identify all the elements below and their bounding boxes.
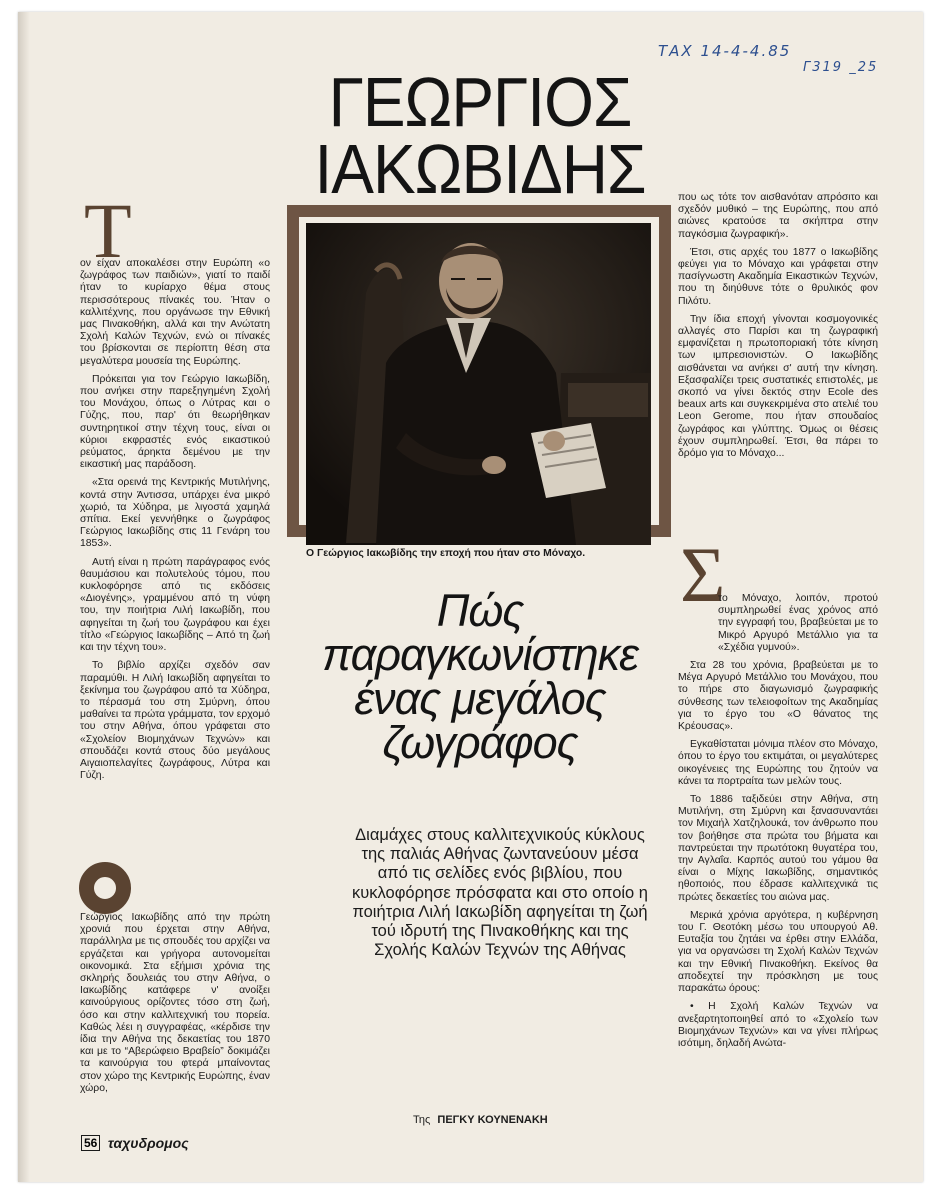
handwritten-archive-note: ΤΑΧ 14-4-4.85: [658, 42, 792, 60]
page-edge-shadow: [18, 12, 30, 1182]
page-number: 56: [81, 1135, 100, 1151]
subheadline-line: Πώς: [436, 585, 524, 636]
dropcap-omicron: [79, 862, 131, 914]
paragraph: Την ίδια εποχή γίνονται κοσμογονικές αλλαγές στο Παρίσι και τη ζωγραφική εμφανίζεται η πρωτοποριακή τότε κίνηση των ιμπρεσιονιστών. Ο Ιακωβίδης αισθάνεται να ανήκει σ' αυτή την κίνηση. Εξασφαλίζει τρεις συστατικές επιστολές, με σκοπό να γίνει δεκτός στην Ecole des beaux arts και συγκεκριμένα στο ατελιέ του Leon Gerome, που ήταν σπουδαίος ζωγράφος και γλύπτης. Όμως οι θέσεις έχουν συμπληρωθεί. Έτσι, θα πάρει το δρόμο για το Μόναχο...: [678, 313, 878, 460]
article-column-left-lower: [80, 912, 270, 1101]
article-column-left: [80, 258, 270, 788]
dropcap-sigma: Σ: [680, 531, 726, 618]
article-column-right-lower: [678, 593, 878, 1056]
article-deck: Διαμάχες στους καλλιτεχνικούς κύκλους της παλιάς Αθήνας ζωντανεύουν μέσα από τις σελίδες ενός βιβλίου, που κυκλοφόρησε πρόσφατα και στο οποίο η ποιήτρια Λιλή Ιακωβίδη αφηγείται τη ζωή τού ιδρυτή της Πινακοθήκης και της Σχολής Καλών Τεχνών της Αθήνας: [352, 826, 648, 960]
paragraph: Πρόκειται για τον Γεώργιο Ιακωβίδη, που ανήκει στην παρεξηγημένη Σχολή του Μονάχου, όπως ο Λύτρας και ο Γύζης, που, παρ' ότι θεωρήθηκαν συντηρητικοί στην τέχνη τους, είναι οι κύριοι εκφραστές ενός εικαστικού ρεύματος, άρηκτα δεμένου με την εικαστική μας παράδοση.: [80, 373, 270, 471]
paragraph: ον είχαν αποκαλέσει στην Ευρώπη «ο ζωγράφος των παιδιών», γιατί το παιδί ήταν το κυρίαρχο θέμα στους περισσότερους πίνακές του. Ήταν ο καλλιτέχνης, που οργάνωσε την Εθνική μας Πινακοθήκη, αλλά και την Ανώτατη Σχολή Καλών Τεχνών, ενώ οι πίνακές του βρίσκονται σε περίοπτη θέση στα μεγαλύτερα μουσεία της Ευρώπης.: [80, 258, 270, 367]
photo-caption: Ο Γεώργιος Ιακωβίδης την εποχή που ήταν στο Μόναχο.: [306, 548, 586, 559]
dropcap-tau: Τ: [84, 187, 132, 274]
subheadline-line: ένας μεγάλος: [354, 673, 606, 724]
headline-surname: ΙΑΚΩΒΙΔΗΣ: [314, 130, 646, 208]
byline-prefix: Της: [413, 1114, 431, 1126]
subheadline-line: παραγκωνίστηκε: [322, 629, 638, 680]
paragraph: Μερικά χρόνια αργότερα, η κυβέρνηση του Γ. Θεοτόκη μέσω του υπουργού Αθ. Ευταξία του ζητάει να έρθει στην Ελλάδα, για να οργανώσει τη Σχολή Καλών Τεχνών και την Εθνική Πινακοθήκη. Εκείνος θα αποδεχτεί την πρόσκληση με τους παρακάτω όρους:: [678, 909, 878, 995]
article-column-right: [678, 192, 878, 466]
paragraph: Αυτή είναι η πρώτη παράγραφος ενός θαυμάσιου και πολυτελούς τόμου, που κυκλοφόρησε από τις εκδόσεις «Διογένης», γραμμένου από τη νύφη του, την ποιήτρια Λιλή Ιακωβίδη, που αφηγείται τη ζωή του ζωγράφου και έχει τίτλο «Γεώργιος Ιακωβίδης – Από τη ζωή και την τέχνη του».: [80, 556, 270, 654]
handwritten-archive-code: Γ319 _25: [803, 60, 879, 75]
portrait-illustration: [306, 223, 651, 545]
headline-first-name: ΓΕΩΡΓΙΟΣ: [328, 63, 632, 141]
portrait-photo: [306, 223, 651, 545]
paragraph: • Η Σχολή Καλών Τεχνών να ανεξαρτητοποιηθεί από το «Σχολείο των Βιομηχάνων Τεχνών» και να γίνει πλήρως ισότιμη, δηλαδή Ανώτα-: [678, 1001, 878, 1049]
paragraph: Εγκαθίσταται μόνιμα πλέον στο Μόναχο, όπου το έργο του εκτιμάται, οι μεγαλύτερες οικογένειες της Ευρώπης του ζητούν να κάνει τα πορτραίτα των μελών τους.: [678, 739, 878, 787]
magazine-name: ταχυδρομος: [107, 1134, 189, 1151]
paragraph: Έτσι, στις αρχές του 1877 ο Ιακωβίδης φεύγει για το Μόναχο και γράφεται στην πασίγνωστη Ακαδημία Εικαστικών Τεχνών, που τη διηύθυνε τότε ο θρυλικός φον Πιλότυ.: [678, 246, 878, 307]
paragraph: Στα 28 του χρόνια, βραβεύεται με το Μέγα Αργυρό Μετάλλιο του Μονάχου, που το πήρε στο διαγωνισμό ζωγραφικής σύνθεσης των τελειοφοίτων της Ακαδημίας για το έργο του «Ο θάνατος της Κρέουσας».: [678, 660, 878, 733]
paragraph: Γεώργιος Ιακωβίδης από την πρώτη χρονιά που έρχεται στην Αθήνα, παράλληλα με τις σπουδές του αρχίζει να εργάζεται και γρήγορα αυτονομείται οικονομικά. Στα εξήμισι χρόνια της σκληρής δουλειάς του στην Αθήνα, ο Ιακωβίδης κατάφερε ν' ανοίξει καινούργιους ορίζοντες τόσο στη ζωή, όσο και στην καλλιτεχνική του πορεία. Καθώς λέει η συγγραφέας, «κέρδισε την ίδια την Αθήνα της δεκαετίας του 1870 και με το “Αβερώφειο Βραβείο” δοκιμάζει τα καινούργια του φτερά μπαίνοντας στον χώρο της Κεντρικής Ευρώπης, έναν χώρο,: [80, 912, 270, 1094]
byline-author: ΠΕΓΚΥ ΚΟΥΝΕΝΑΚΗ: [437, 1114, 548, 1126]
paragraph: που ως τότε τον αισθανόταν απρόσιτο και σχεδόν μυθικό – της Ευρώπης, που από αιώνες κρατούσε τα σκήπτρα στην παγκόσμια ζωγραφική».: [678, 192, 878, 240]
page-footer: [81, 1134, 189, 1152]
paragraph: Το 1886 ταξιδεύει στην Αθήνα, στη Μυτιλήνη, στη Σμύρνη και ξανασυναντάει τον Μιχαήλ Χατζηλουκά, τον άνθρωπο που τον βοήθησε στα πρώτα του βήματα και παντρεύεται την πρωτότοκη θυγατέρα του, την Αγλαΐα. Καρπός αυτού του γάμου θα είναι ο Μίχης Ιακωβίδης, σημαντικός ηθοποιός, που έδρασε καλλιτεχνικά τις πρώτες δεκαετίες του αιώνα μας.: [678, 794, 878, 903]
paragraph: το Μόναχο, λοιπόν, προτού συμπληρωθεί ένας χρόνος από την εγγραφή του, βραβεύεται με το Μικρό Αργυρό Μετάλλιο για τα «Σχέδια γυμνού».: [718, 593, 878, 653]
byline: [413, 1114, 663, 1126]
paragraph: «Στα ορεινά της Κεντρικής Μυτιλήνης, κοντά στην Άντισσα, υπάρχει ένα μικρό χωριό, τα Χύδηρα, με λιγοστά χαμηλά σπίτια. Εκεί γεννήθηκε ο ζωγράφος Γεώργιος Ιακωβίδης στις 11 Γενάρη του 1853».: [80, 477, 270, 550]
subheadline-line: ζωγράφος: [382, 717, 578, 768]
paragraph: Το βιβλίο αρχίζει σχεδόν σαν παραμύθι. Η Λιλή Ιακωβίδη αφηγείται το ξεκίνημα του ζωγράφου από τα Χύδηρα, το πέρασμά του στη Σμύρνη, όπου μαθαίνει τα πρώτα γράμματα, τον ερχομό του στην Αθήνα, όπου γράφεται στο «Σχολείον Βιομηχάνων Τεχνών» και σπουδάζει κοντά στους δύο μεγάλους Αιγαιοπελαγίτες ζωγράφους, Λύτρα και Γύζη.: [80, 660, 270, 782]
